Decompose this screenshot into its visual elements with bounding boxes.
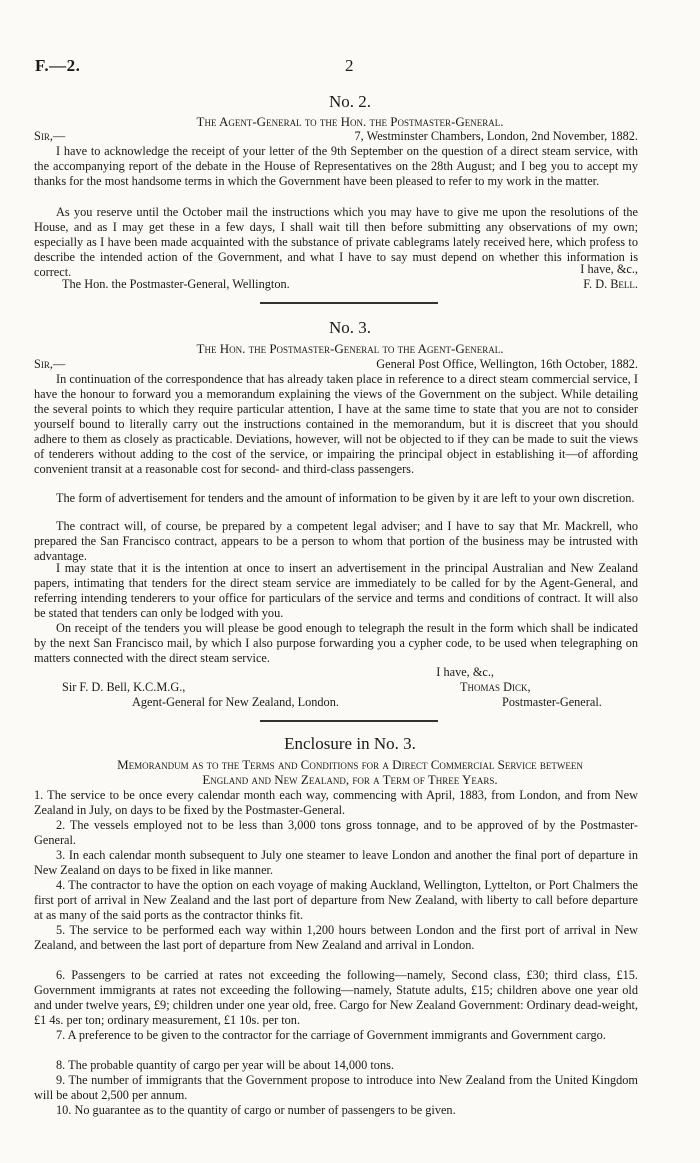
letter-2-salutation: Sir,— <box>34 129 66 143</box>
memorandum-item-8: 8. The probable quantity of cargo per year will be about 14,000 tons. <box>56 1058 394 1072</box>
memorandum-item-1: 1. The service to be once every calendar month each way, commencing with April, 1883, from London, and from New Zealand in July, on days to be fixed by the Postmaster-General. <box>34 788 638 817</box>
memorandum-item-2: 2. The vessels employed not to be less than 3,000 tons gross tonnage, and to be approved of by the Postmaster-General. <box>34 818 638 847</box>
memorandum-item-3: 3. In each calendar month subsequent to July one steamer to leave London and another the final port of departure in New Zealand on days to be fixed in like manner. <box>34 848 638 877</box>
memorandum-item-10: 10. No guarantee as to the quantity of cargo or number of passengers to be given. <box>56 1103 456 1117</box>
letter-3-title: No. 3. <box>328 318 372 337</box>
memorandum-item-5: 5. The service to be performed each way within 1,200 hours between London and the first port of arrival in New Zealand, and between the last port of departure from New Zealand and arrival in London. <box>34 923 638 952</box>
section-divider <box>260 302 438 304</box>
letter-3-recipient-title: Agent-General for New Zealand, London. <box>132 695 339 709</box>
letter-2-signature: F. D. Bell. <box>583 277 638 291</box>
memorandum-heading-line-1: Memorandum as to the Terms and Conditions for a Direct Commercial Service between <box>117 757 583 772</box>
letter-2-paragraph-2: As you reserve until the October mail the instructions which you may have to give me upon the resolutions of the House, and as I may get these in a few days, I shall wait till then before submitting any observations of my own; especially as I have been made acquainted with the substance of private cablegrams lately received here, which profess to describe the intended action of the Government, and what I have to say must depend on whether this information is correct. <box>34 205 638 279</box>
memorandum-heading-line-2: England and New Zealand, for a Term of Three Years. <box>202 772 498 787</box>
memorandum-item-7: 7. A preference to be given to the contractor for the carriage of Government immigrants and Government cargo. <box>56 1028 606 1042</box>
letter-2-title: No. 2. <box>328 92 372 111</box>
letter-3-paragraph-4: I may state that it is the intention at once to insert an advertisement in the principal Australian and New Zealand papers, intimating that tenders for the direct steam service are immediately to be called for by the Agent-General, and referring intending tenderers to your office for particulars of the service and terms and conditions of contract. It will also be stated that tenders can only be lodged with you. <box>34 561 638 620</box>
letter-3-paragraph-1: In continuation of the correspondence that has already taken place in reference to a direct steam commercial service, I have the honour to forward you a memorandum explaining the views of the Government on the subject. While detailing the several points to which they require particular attention, I have at the same time to state that you are not to consider yourself bound to literally carry out the instructions contained in the memorandum, but it is discreet that you should adhere to them as closely as practicable. Deviations, however, will not be objected to if they can be made to suit the views of tenderers without adding to the cost of the service, or impairing the principal object in establishing it—of affording convenient transit at a reasonable cost for second- and third-class passengers. <box>34 372 638 476</box>
enclosure-title: Enclosure in No. 3. <box>284 734 416 753</box>
letter-3-address: General Post Office, Wellington, 16th October, 1882. <box>376 357 638 371</box>
letter-2-recipient: The Hon. the Postmaster-General, Wellington. <box>62 277 290 291</box>
memorandum-item-4: 4. The contractor to have the option on each voyage of making Auckland, Wellington, Lyttelton, or Port Chalmers the first port of arrival in New Zealand and the last port of departure from New Zealand, with liberty to call before departure at as many of the said ports as the contractor thinks fit. <box>34 878 638 922</box>
letter-3-subtitle: The Hon. the Postmaster-General to the Agent-General. <box>196 341 504 356</box>
letter-3-recipient-name: Sir F. D. Bell, K.C.M.G., <box>62 680 186 694</box>
letter-2-address: 7, Westminster Chambers, London, 2nd November, 1882. <box>354 129 638 143</box>
memorandum-item-9: 9. The number of immigrants that the Government propose to introduce into New Zealand from the United Kingdom will be about 2,500 per annum. <box>34 1073 638 1102</box>
letter-3-signature-name: Thomas Dick, <box>460 680 531 694</box>
memorandum-item-6: 6. Passengers to be carried at rates not exceeding the following—namely, Second class, £30; third class, £15. Government immigrants at rates not exceeding the following—namely, Statute adults, £15; children above one year old and under twelve years, £9; children under one year old, free. Cargo for New Zealand Government: Ordinary dead-weight, £1 4s. per ton; ordinary measurement, £1 10s. per ton. <box>34 968 638 1027</box>
letter-3-paragraph-5: On receipt of the tenders you will please be good enough to telegraph the result in the form which shall be indicated by the next San Francisco mail, by which I also purpose forwarding you a cypher code, to be used when telegraphing on matters connected with the direct steam service. <box>34 621 638 665</box>
letter-2-paragraph-1: I have to acknowledge the receipt of your letter of the 9th September on the question of a direct steam service, with the accompanying report of the debate in the House of Representatives on the 28th August; and I beg you to accept my thanks for the most handsome terms in which the Government have been pleased to refer to my work in the matter. <box>34 144 638 188</box>
letter-3-paragraph-2: The form of advertisement for tenders and the amount of information to be given by it are left to your own discretion. <box>56 491 635 505</box>
letter-3-salutation: Sir,— <box>34 357 66 371</box>
page-number: 2 <box>345 56 354 75</box>
letter-2-closing: I have, &c., <box>580 262 638 276</box>
letter-3-signature-title: Postmaster-General. <box>502 695 602 709</box>
letter-3-paragraph-3: The contract will, of course, be prepared by a competent legal adviser; and I have to say that Mr. Mackrell, who prepared the San Francisco contract, appears to be a person to whom that portion of the business may be intrusted with advantage. <box>34 519 638 563</box>
parliamentary-paper-code: F.—2. <box>35 56 81 75</box>
letter-2-subtitle: The Agent-General to the Hon. the Postmaster-General. <box>196 114 504 129</box>
letter-3-closing: I have, &c., <box>436 665 494 679</box>
section-divider-2 <box>260 720 438 722</box>
